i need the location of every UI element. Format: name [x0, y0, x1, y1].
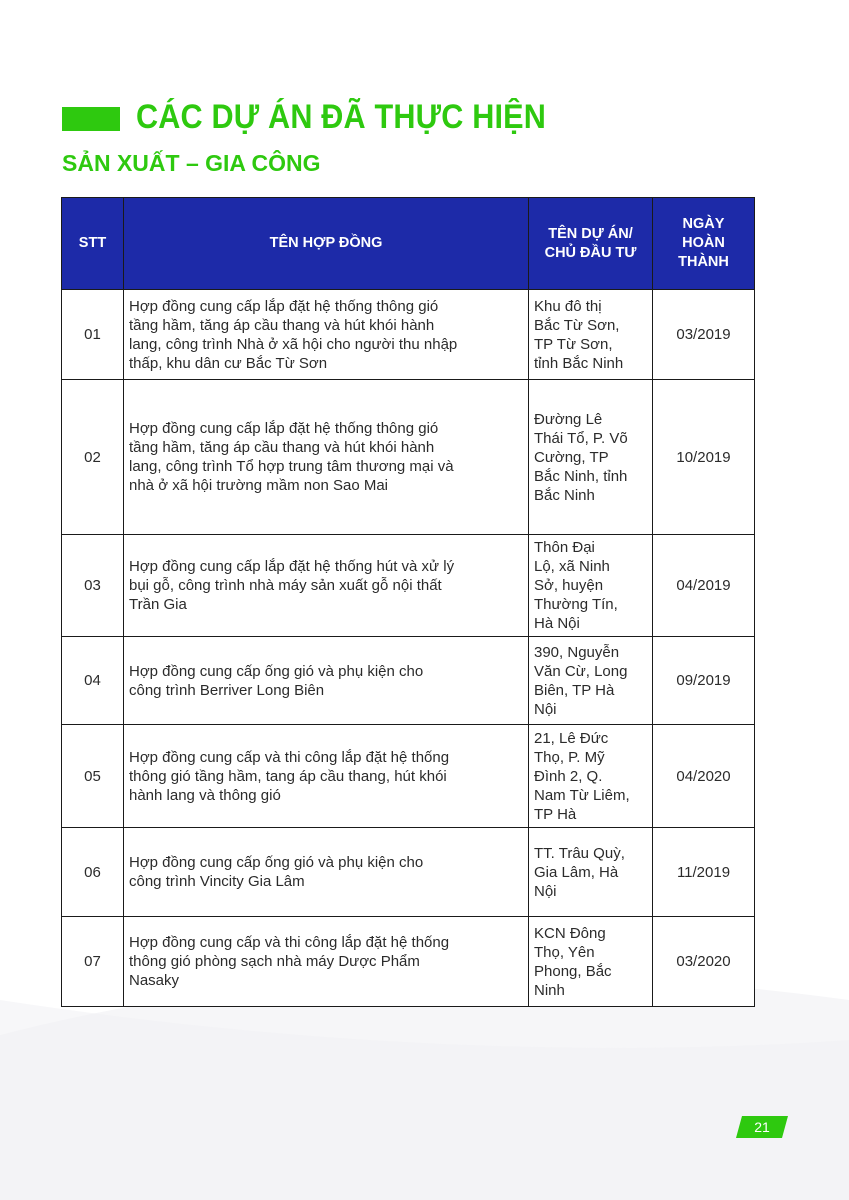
cell-contract-name: [124, 637, 529, 725]
project-line: Bắc Ninh, tỉnh: [534, 467, 628, 485]
contract-line: lang, công trình Nhà ở xã hội cho người thu nhập: [129, 335, 458, 353]
contract-line: thông gió phòng sạch nhà máy Dược Phẩm: [129, 953, 420, 970]
project-line: Thọ, P. Mỹ: [534, 748, 605, 766]
cell-contract-name: [124, 917, 529, 1007]
project-line: Ninh: [534, 981, 565, 999]
project-line: Thường Tín,: [534, 596, 618, 613]
table-row: [62, 828, 755, 917]
contract-line: Hợp đồng cung cấp ống gió và phụ kiện cho: [129, 854, 424, 871]
projects-table: [61, 197, 755, 1007]
header-stt: STT: [62, 198, 124, 290]
contract-line: công trình Vincity Gia Lâm: [129, 873, 305, 890]
cell-contract-name: [124, 828, 529, 917]
cell-stt: 05: [62, 725, 124, 828]
cell-completion-date: 04/2020: [653, 725, 755, 828]
header-project-line: TÊN DỰ ÁN/: [548, 225, 633, 242]
table-row: [62, 535, 755, 637]
table-row: [62, 290, 755, 380]
cell-completion-date: 03/2019: [653, 290, 755, 380]
project-line: tỉnh Bắc Ninh: [534, 354, 624, 372]
cell-contract-name: [124, 380, 529, 535]
table-row: [62, 380, 755, 535]
header-project-owner: [529, 198, 653, 290]
cell-stt: 03: [62, 535, 124, 637]
cell-completion-date: 03/2020: [653, 917, 755, 1007]
project-line: Nam Từ Liêm,: [534, 786, 630, 804]
table-row: [62, 637, 755, 725]
header-date-line: NGÀY: [682, 216, 725, 232]
title-accent-bar: [62, 107, 120, 131]
cell-stt: 02: [62, 380, 124, 535]
contract-line: tầng hầm, tăng áp cầu thang và hút khói hành: [129, 439, 435, 456]
project-line: Nội: [534, 700, 557, 718]
contract-line: Nasaky: [129, 972, 180, 989]
cell-stt: 04: [62, 637, 124, 725]
contract-line: công trình Berriver Long Biên: [129, 681, 325, 699]
project-line: Hà Nội: [534, 615, 580, 632]
cell-contract-name: [124, 535, 529, 637]
contract-line: bụi gỗ, công trình nhà máy sản xuất gỗ nội thất: [129, 577, 442, 594]
page-number: 21: [754, 1119, 770, 1135]
cell-contract-name: [124, 725, 529, 828]
project-line: TT. Trâu Quỳ,: [534, 844, 625, 862]
project-line: Đường Lê: [534, 410, 603, 428]
project-line: TP Hà: [534, 805, 577, 823]
contract-line: lang, công trình Tổ hợp trung tâm thương mại và: [129, 458, 454, 475]
cell-project-owner: [529, 917, 653, 1007]
page-title: CÁC DỰ ÁN ĐÃ THỰC HIỆN: [136, 98, 547, 136]
project-line: Gia Lâm, Hà: [534, 863, 619, 881]
project-line: TP Từ Sơn,: [534, 335, 613, 353]
cell-project-owner: [529, 828, 653, 917]
table-row: [62, 725, 755, 828]
project-line: Bắc Ninh: [534, 486, 595, 504]
section-subtitle: SẢN XUẤT – GIA CÔNG: [62, 150, 321, 176]
cell-completion-date: 04/2019: [653, 535, 755, 637]
project-line: Văn Cừ, Long: [534, 662, 628, 680]
project-line: Thọ, Yên: [534, 943, 595, 961]
cell-completion-date: 10/2019: [653, 380, 755, 535]
cell-stt: 07: [62, 917, 124, 1007]
project-line: Thôn Đại: [534, 539, 595, 556]
cell-project-owner: [529, 380, 653, 535]
cell-contract-name: [124, 290, 529, 380]
header-date-line: HOÀN: [682, 235, 725, 251]
project-line: Lộ, xã Ninh: [534, 558, 610, 575]
project-line: Phong, Bắc: [534, 962, 612, 980]
cell-stt: 06: [62, 828, 124, 917]
contract-line: Hợp đồng cung cấp ống gió và phụ kiện cho: [129, 662, 424, 680]
project-line: Thái Tổ, P. Võ: [534, 429, 628, 447]
project-line: Nội: [534, 882, 557, 900]
header-completion-date: [653, 198, 755, 290]
project-line: Bắc Từ Sơn,: [534, 316, 620, 334]
cell-stt: 01: [62, 290, 124, 380]
header-contract-name: TÊN HỢP ĐỒNG: [124, 198, 529, 290]
header-project-line: CHỦ ĐẦU TƯ: [544, 244, 637, 261]
contract-line: tầng hầm, tăng áp cầu thang và hút khói hành: [129, 316, 435, 334]
cell-project-owner: [529, 535, 653, 637]
project-line: Cường, TP: [534, 448, 609, 466]
cell-completion-date: 09/2019: [653, 637, 755, 725]
project-line: Sở, huyện: [534, 577, 604, 594]
header-date-line: THÀNH: [678, 254, 729, 270]
contract-line: hành lang và thông gió: [129, 786, 281, 804]
contract-line: Trần Gia: [129, 596, 187, 613]
cell-project-owner: [529, 637, 653, 725]
contract-line: Hợp đồng cung cấp và thi công lắp đặt hệ thống: [129, 934, 450, 951]
contract-line: Hợp đồng cung cấp và thi công lắp đặt hệ thống: [129, 748, 450, 766]
table-header-row: [62, 198, 755, 290]
cell-completion-date: 11/2019: [653, 828, 755, 917]
cell-project-owner: [529, 725, 653, 828]
project-line: 21, Lê Đức: [534, 729, 609, 747]
contract-line: Hợp đồng cung cấp lắp đặt hệ thống thông gió: [129, 420, 439, 437]
contract-line: Hợp đồng cung cấp lắp đặt hệ thống thông gió: [129, 297, 439, 315]
project-line: Đình 2, Q.: [534, 767, 603, 785]
table-row: [62, 917, 755, 1007]
project-line: KCN Đông: [534, 924, 606, 942]
contract-line: thấp, khu dân cư Bắc Từ Sơn: [129, 354, 328, 372]
project-line: 390, Nguyễn: [534, 643, 620, 661]
contract-line: Hợp đồng cung cấp lắp đặt hệ thống hút và xử lý: [129, 558, 455, 575]
project-line: Khu đô thị: [534, 297, 602, 315]
contract-line: thông gió tầng hầm, tang áp cầu thang, hút khói: [129, 767, 447, 785]
project-line: Biên, TP Hà: [534, 681, 615, 699]
contract-line: nhà ở xã hội trường mầm non Sao Mai: [129, 477, 389, 494]
cell-project-owner: [529, 290, 653, 380]
